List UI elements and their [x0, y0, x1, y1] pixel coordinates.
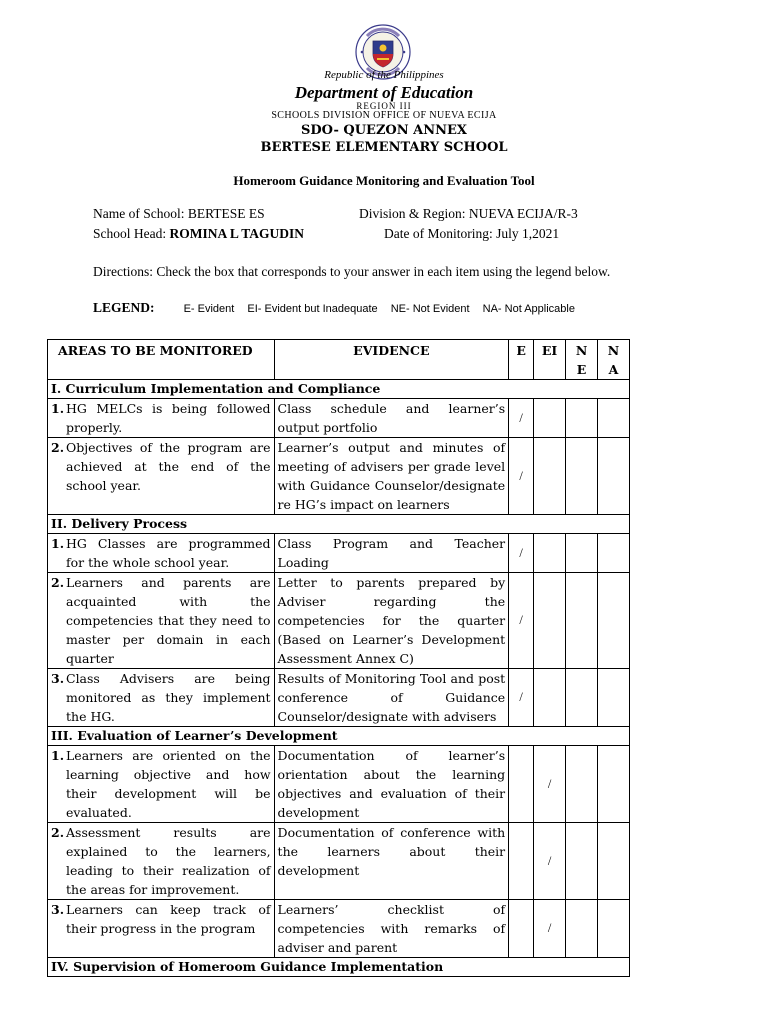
school-label: Name of School: — [93, 206, 185, 221]
header-sdo: SDO- QUEZON ANNEX — [300, 123, 468, 138]
rating-cell-ne[interactable] — [566, 823, 598, 900]
rating-cell-ne[interactable] — [566, 573, 598, 669]
area-cell — [48, 399, 275, 438]
head-value: ROMINA L TAGUDIN — [169, 226, 305, 241]
info-date — [384, 226, 559, 242]
header-ne-line2: E — [576, 362, 587, 377]
table-row — [48, 669, 630, 727]
table-row — [48, 399, 630, 438]
legend-label: LEGEND: — [93, 300, 155, 315]
section-title: II. Delivery Process — [48, 515, 630, 534]
rating-cell-ei[interactable] — [534, 438, 566, 515]
info-division — [359, 206, 578, 222]
info-school — [93, 206, 265, 222]
header-na-line1: N — [607, 343, 620, 358]
area-text: Assessment results are explained to the learners, leading to their realization of the areas for improvement. — [66, 825, 271, 897]
item-number: 3. — [51, 902, 65, 917]
check-mark: / — [519, 468, 523, 483]
header-ne — [566, 340, 598, 380]
area-cell — [48, 573, 275, 669]
rating-cell-na[interactable] — [598, 900, 630, 958]
check-mark: / — [519, 410, 523, 425]
area-text: Learners and parents are acquainted with the competencies that they need to master per domain in each quarter — [66, 575, 271, 666]
item-number: 2. — [51, 440, 65, 455]
rating-cell-ei[interactable] — [534, 669, 566, 727]
area-text: Objectives of the program are achieved at the end of the school year. — [66, 440, 271, 493]
rating-cell-ne[interactable] — [566, 900, 598, 958]
legend-item-na: NA- Not Applicable — [482, 303, 575, 315]
info-head — [93, 226, 304, 242]
table-row — [48, 746, 630, 823]
check-mark: / — [519, 613, 523, 627]
check-mark: / — [519, 545, 523, 560]
section-title: III. Evaluation of Learner’s Development — [48, 727, 630, 746]
rating-cell-na[interactable] — [598, 746, 630, 823]
monitoring-table — [47, 339, 630, 977]
table-row — [48, 823, 630, 900]
check-mark: / — [519, 690, 523, 704]
table-header-row — [48, 340, 630, 380]
rating-cell-e[interactable] — [509, 823, 534, 900]
header-ei: EI — [534, 340, 566, 380]
table-row — [48, 534, 630, 573]
rating-cell-na[interactable] — [598, 823, 630, 900]
item-number: 2. — [51, 575, 65, 590]
evidence-cell: Documentation of conference with the learners about their development — [274, 823, 509, 900]
legend-item-ne: NE- Not Evident — [390, 303, 470, 315]
check-mark: / — [547, 853, 552, 868]
rating-cell-ei[interactable] — [534, 573, 566, 669]
header-e: E — [509, 340, 534, 380]
rating-cell-na[interactable] — [598, 534, 630, 573]
header-division-office: SCHOOLS DIVISION OFFICE OF NUEVA ECIJA — [271, 110, 497, 121]
header-ne-line1: N — [575, 343, 588, 358]
rating-cell-na[interactable] — [598, 438, 630, 515]
division-label: Division & Region: — [359, 206, 466, 221]
evidence-cell: Letter to parents prepared by Adviser regarding the competencies for the quarter (Based on Learner’s Development Assessment Annex C) — [274, 573, 509, 669]
date-label: Date of Monitoring: — [384, 226, 493, 241]
rating-cell-na[interactable] — [598, 669, 630, 727]
rating-cell-ei[interactable] — [534, 399, 566, 438]
area-cell — [48, 669, 275, 727]
rating-cell-ne[interactable] — [566, 534, 598, 573]
section-row — [48, 727, 630, 746]
date-value: July 1,2021 — [496, 226, 560, 241]
legend-item-ei: EI- Evident but Inadequate — [247, 303, 378, 315]
item-number: 1. — [51, 401, 65, 416]
rating-cell-e[interactable] — [509, 900, 534, 958]
table-row — [48, 438, 630, 515]
area-text: HG MELCs is being followed properly. — [66, 401, 271, 435]
evidence-cell: Class schedule and learner’s output portfolio — [274, 399, 509, 438]
rating-cell-na[interactable] — [598, 399, 630, 438]
school-value: BERTESE ES — [187, 206, 265, 221]
header-na-line2: A — [608, 362, 619, 377]
header-republic: Republic of the Philippines — [324, 69, 444, 81]
rating-cell-e[interactable] — [509, 746, 534, 823]
rating-cell-ne[interactable] — [566, 746, 598, 823]
evidence-cell: Learners’ checklist of competencies with remarks of adviser and parent — [274, 900, 509, 958]
rating-cell-na[interactable] — [598, 573, 630, 669]
area-cell — [48, 534, 275, 573]
rating-cell-ei[interactable] — [534, 823, 566, 900]
rating-cell-e[interactable] — [509, 534, 534, 573]
header-school: BERTESE ELEMENTARY SCHOOL — [260, 140, 508, 155]
evidence-cell: Class Program and Teacher Loading — [274, 534, 509, 573]
header-na — [598, 340, 630, 380]
legend — [93, 300, 585, 316]
division-value: NUEVA ECIJA/R-3 — [468, 206, 578, 221]
document-title: Homeroom Guidance Monitoring and Evaluation Tool — [233, 173, 535, 188]
legend-item-e: E- Evident — [183, 303, 235, 315]
area-cell — [48, 823, 275, 900]
item-number: 2. — [51, 825, 65, 840]
area-text: Learners are oriented on the learning objective and how their development will be evaluated. — [66, 748, 271, 820]
area-cell — [48, 438, 275, 515]
rating-cell-e[interactable] — [509, 669, 534, 727]
section-row — [48, 380, 630, 399]
table-body — [48, 380, 630, 977]
area-cell — [48, 900, 275, 958]
table-row — [48, 900, 630, 958]
directions-text: Directions: Check the box that corresponds to your answer in each item using the legend below. — [93, 264, 611, 279]
section-row — [48, 515, 630, 534]
rating-cell-ei[interactable] — [534, 534, 566, 573]
check-mark: / — [547, 921, 552, 935]
evidence-cell: Results of Monitoring Tool and post conference of Guidance Counselor/designate with advisers — [274, 669, 509, 727]
evidence-cell: Learner’s output and minutes of meeting of advisers per grade level with Guidance Counselor/designate re HG’s impact on learners — [274, 438, 509, 515]
rating-cell-ne[interactable] — [566, 399, 598, 438]
head-label: School Head: — [93, 226, 167, 241]
area-text: HG Classes are programmed for the whole school year. — [66, 536, 271, 570]
item-number: 1. — [51, 748, 65, 763]
area-text: Learners can keep track of their progress in the program — [66, 902, 271, 936]
section-title: I. Curriculum Implementation and Compliance — [48, 380, 630, 399]
rating-cell-ei[interactable] — [534, 900, 566, 958]
table-row — [48, 573, 630, 669]
rating-cell-e[interactable] — [509, 573, 534, 669]
rating-cell-ne[interactable] — [566, 669, 598, 727]
header-department: Department of Education — [294, 83, 474, 102]
header-areas: AREAS TO BE MONITORED — [48, 340, 275, 380]
area-cell — [48, 746, 275, 823]
rating-cell-e[interactable] — [509, 399, 534, 438]
rating-cell-e[interactable] — [509, 438, 534, 515]
area-text: Class Advisers are being monitored as they implement the HG. — [66, 671, 271, 724]
evidence-cell: Documentation of learner’s orientation about the learning objectives and evaluation of their development — [274, 746, 509, 823]
check-mark: / — [547, 776, 552, 791]
item-number: 3. — [51, 671, 65, 686]
item-number: 1. — [51, 536, 65, 551]
header-region: REGION III — [356, 101, 412, 111]
section-title: IV. Supervision of Homeroom Guidance Implementation — [48, 958, 630, 977]
rating-cell-ne[interactable] — [566, 438, 598, 515]
header-evidence: EVIDENCE — [274, 340, 509, 380]
section-row — [48, 958, 630, 977]
rating-cell-ei[interactable] — [534, 746, 566, 823]
